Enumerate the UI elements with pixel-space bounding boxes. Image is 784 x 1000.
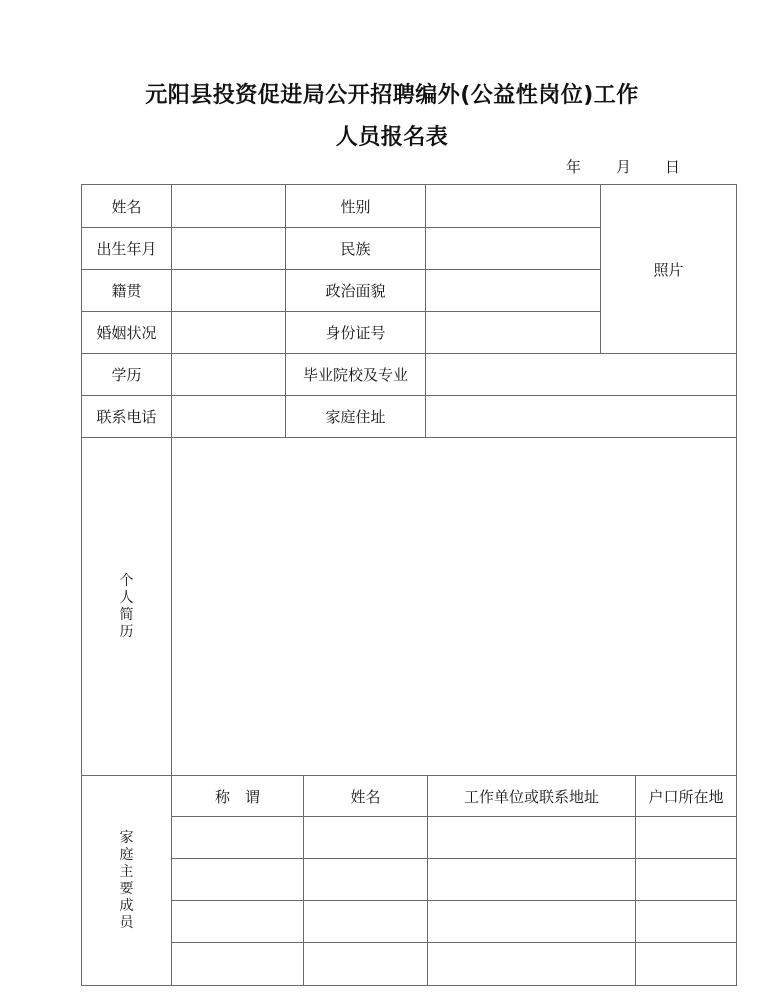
label-id-number: 身份证号 [325, 324, 386, 342]
family-char: 家 [119, 829, 134, 846]
input-education[interactable] [172, 354, 285, 395]
family-cell[interactable] [304, 817, 427, 858]
family-char: 庭 [119, 846, 134, 863]
label-education: 学历 [111, 366, 142, 384]
date-month: 月 [616, 158, 632, 176]
label-phone: 联系电话 [96, 408, 157, 426]
family-header-hukou: 户口所在地 [648, 787, 724, 806]
label-gender: 性别 [340, 197, 371, 216]
family-char: 员 [119, 914, 134, 931]
input-birth[interactable] [172, 228, 285, 269]
family-cell[interactable] [304, 859, 427, 900]
label-resume [82, 438, 171, 775]
family-cell[interactable] [172, 817, 303, 858]
input-home-address[interactable] [426, 396, 736, 437]
family-cell[interactable] [636, 817, 736, 858]
family-char: 主 [119, 863, 134, 880]
family-cell[interactable] [172, 859, 303, 900]
label-name: 姓名 [111, 197, 142, 216]
family-cell[interactable] [428, 817, 635, 858]
border-right [736, 184, 737, 986]
input-gender[interactable] [426, 185, 600, 227]
family-cell[interactable] [172, 901, 303, 942]
resume-char: 历 [119, 623, 134, 640]
family-char: 成 [119, 897, 134, 914]
border-bottom [81, 985, 737, 986]
label-ethnicity: 民族 [340, 240, 371, 258]
label-birth: 出生年月 [96, 240, 157, 258]
resume-char: 个 [119, 572, 134, 589]
input-id-number[interactable] [426, 312, 600, 353]
page-title-line1: 元阳县投资促进局公开招聘编外(公益性岗位)工作 [145, 83, 639, 108]
family-cell[interactable] [428, 943, 635, 985]
family-cell[interactable] [428, 859, 635, 900]
label-native-place: 籍贯 [111, 282, 142, 300]
input-name[interactable] [172, 185, 285, 227]
date-day: 日 [665, 158, 681, 176]
label-school-major: 毕业院校及专业 [302, 366, 408, 384]
family-cell[interactable] [304, 943, 427, 985]
label-marital-status: 婚姻状况 [96, 324, 157, 342]
resume-char: 简 [119, 606, 134, 623]
input-resume[interactable] [172, 438, 736, 775]
family-cell[interactable] [304, 901, 427, 942]
input-ethnicity[interactable] [426, 228, 600, 269]
resume-char: 人 [119, 589, 134, 606]
input-marital-status[interactable] [172, 312, 285, 353]
input-native-place[interactable] [172, 270, 285, 311]
input-phone[interactable] [172, 396, 285, 437]
page-title-line2: 人员报名表 [335, 125, 449, 150]
family-cell[interactable] [172, 943, 303, 985]
date-year: 年 [566, 158, 582, 176]
family-header-name: 姓名 [350, 787, 381, 806]
family-cell[interactable] [636, 943, 736, 985]
family-cell[interactable] [636, 901, 736, 942]
label-political-status: 政治面貌 [325, 282, 386, 300]
label-home-address: 家庭住址 [325, 408, 386, 426]
label-family-members [82, 776, 171, 985]
family-char: 要 [119, 880, 134, 897]
family-cell[interactable] [636, 859, 736, 900]
family-header-work-address: 工作单位或联系地址 [463, 787, 599, 806]
label-photo[interactable]: 照片 [653, 260, 684, 279]
family-cell[interactable] [428, 901, 635, 942]
family-header-relation: 称 谓 [214, 787, 260, 806]
input-political-status[interactable] [426, 270, 600, 311]
input-school-major[interactable] [426, 354, 736, 395]
